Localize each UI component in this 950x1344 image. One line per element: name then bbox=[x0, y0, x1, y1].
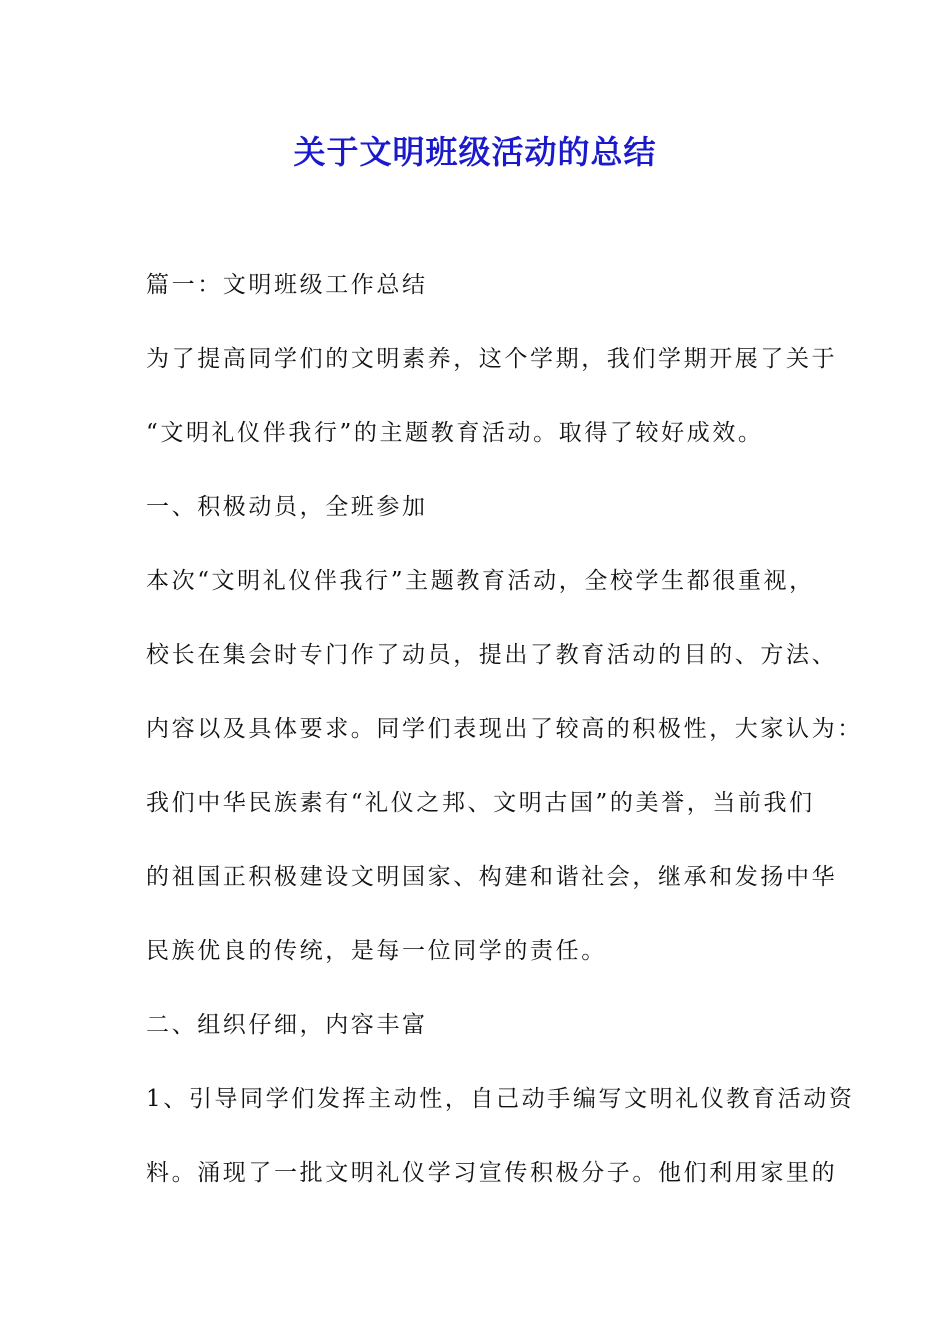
paragraph-line: 本次“文明礼仪伴我行”主题教育活动，全校学生都很重视， bbox=[146, 568, 815, 594]
section-heading-2: 二、组织仔细，内容丰富 bbox=[146, 1012, 428, 1038]
paragraph-line: 民族优良的传统，是每一位同学的责任。 bbox=[146, 938, 607, 964]
paragraph-line: 校长在集会时专门作了动员，提出了教育活动的目的、方法、 bbox=[146, 642, 838, 668]
paragraph-line: 的祖国正积极建设文明国家、构建和谐社会，继承和发扬中华 bbox=[146, 864, 838, 890]
paragraph-line: 内容以及具体要求。同学们表现出了较高的积极性，大家认为： bbox=[146, 716, 863, 742]
document-title: 关于文明班级活动的总结 bbox=[293, 133, 657, 171]
paragraph-line: 为了提高同学们的文明素养，这个学期，我们学期开展了关于 bbox=[146, 346, 838, 372]
paragraph-line: 1、引导同学们发挥主动性，自己动手编写文明礼仪教育活动资 bbox=[146, 1086, 855, 1112]
paragraph-line: 料。涌现了一批文明礼仪学习宣传积极分子。他们利用家里的 bbox=[146, 1160, 838, 1186]
section-heading-part-one: 篇一：文明班级工作总结 bbox=[146, 272, 428, 298]
paragraph-line: “文明礼仪伴我行”的主题教育活动。取得了较好成效。 bbox=[146, 420, 764, 446]
section-heading-1: 一、积极动员，全班参加 bbox=[146, 494, 428, 520]
paragraph-line: 我们中华民族素有“礼仪之邦、文明古国”的美誉，当前我们 bbox=[146, 790, 815, 816]
